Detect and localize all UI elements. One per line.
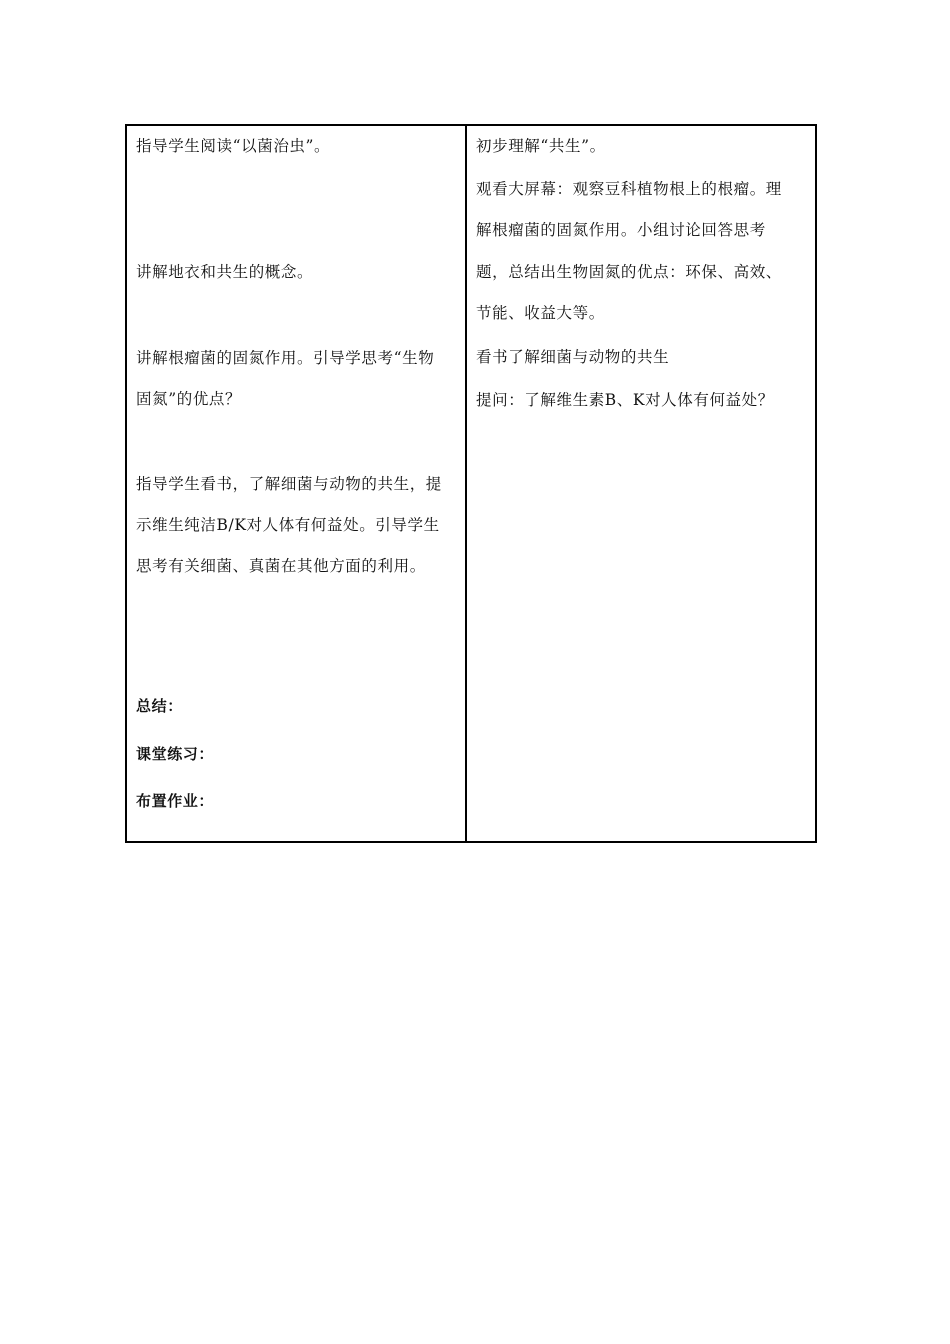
left-paragraph-lichen-concept: 讲解地衣和共生的概念。	[136, 263, 314, 281]
right-paragraph-screen-line-2: 解根瘤菌的固氮作用。小组讨论回答思考	[476, 221, 766, 239]
summary-heading: 总结：	[136, 697, 183, 715]
right-paragraph-symbiosis: 初步理解“共生”。	[476, 137, 606, 155]
right-paragraph-screen-line-4: 节能、收益大等。	[476, 304, 605, 322]
column-divider	[465, 124, 467, 843]
right-paragraph-question: 提问：了解维生素B、K对人体有何益处？	[476, 391, 774, 409]
homework-heading: 布置作业：	[136, 792, 215, 810]
left-paragraph-nitrogen-line-2: 固氮”的优点？	[136, 390, 242, 408]
exercise-heading: 课堂练习：	[136, 745, 215, 763]
left-paragraph-symbiosis-line-2: 示维生纯洁B/K对人体有何益处。引导学生	[136, 516, 440, 534]
left-paragraph-read-story: 指导学生阅读“以菌治虫”。	[136, 137, 331, 155]
left-paragraph-nitrogen-line-1: 讲解根瘤菌的固氮作用。引导学思考“生物	[136, 349, 435, 367]
left-paragraph-symbiosis-line-3: 思考有关细菌、真菌在其他方面的利用。	[136, 557, 426, 575]
right-paragraph-read-book: 看书了解细菌与动物的共生	[476, 348, 670, 366]
left-paragraph-symbiosis-line-1: 指导学生看书，了解细菌与动物的共生，提	[136, 475, 442, 493]
right-paragraph-screen-line-1: 观看大屏幕：观察豆科植物根上的根瘤。理	[476, 180, 782, 198]
right-paragraph-screen-line-3: 题，总结出生物固氮的优点：环保、高效、	[476, 263, 782, 281]
